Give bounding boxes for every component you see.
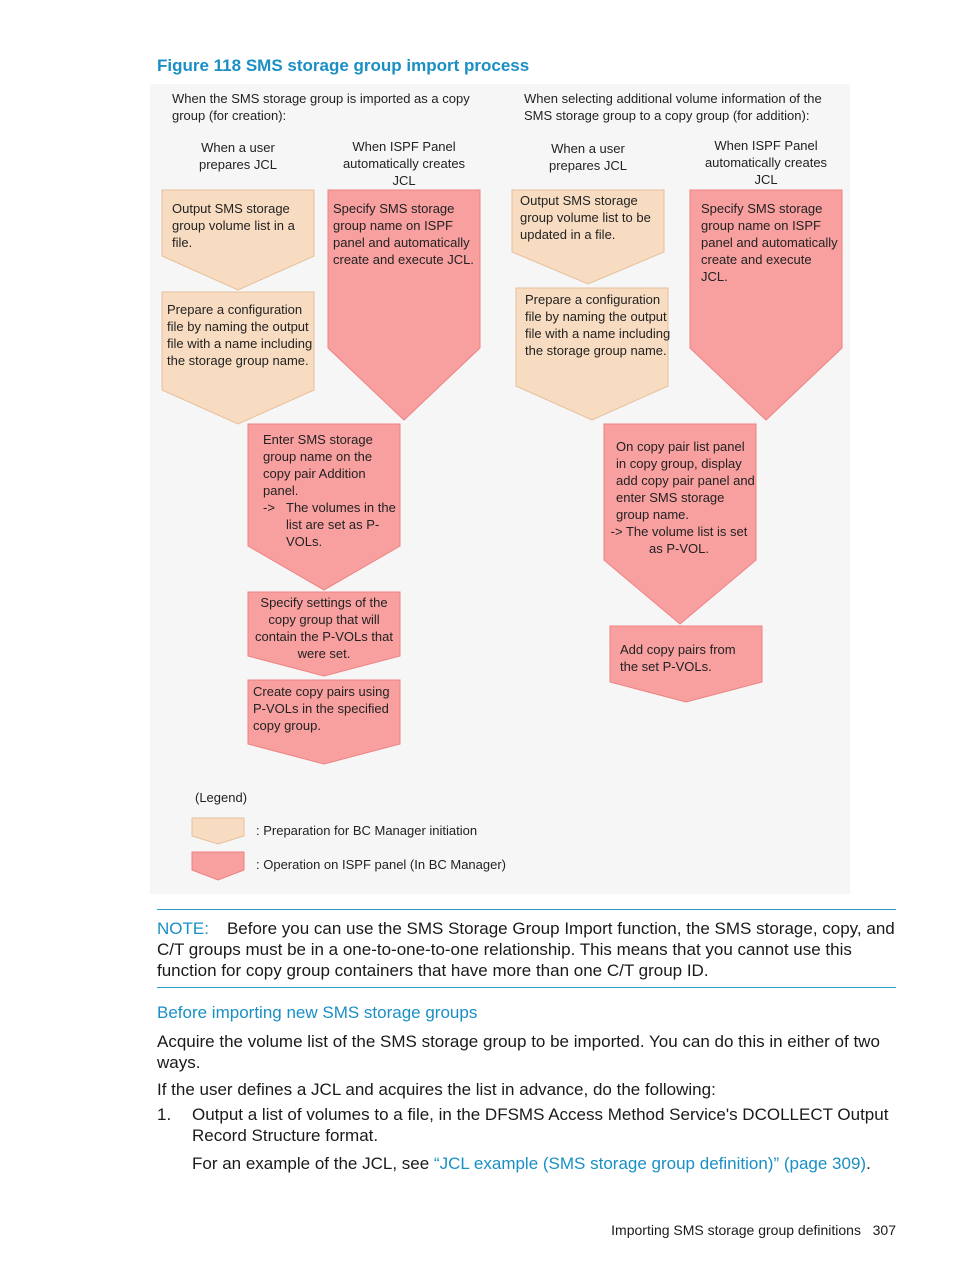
section-paragraph-2: If the user defines a JCL and acquires the list in advance, do the following:: [157, 1080, 716, 1099]
left-col-user-jcl: When a user prepares JCL: [198, 140, 278, 172]
figure-title: Figure 118 SMS storage group import process: [157, 56, 530, 75]
left-specify-text: Specify settings of the copy group that will contain the P-VOLs that were set.: [254, 595, 394, 661]
note-block: [157, 918, 899, 981]
note-text: Before you can use the SMS Storage Group Import function, the SMS storage, copy, and C/T groups must be in a one-to-one-to-one relationship. This means that you cannot use this function for copy group containers that have more than one C/T group ID.: [157, 919, 895, 980]
footer-text: Importing SMS storage group definitions: [611, 1222, 861, 1238]
page-number: 307: [872, 1222, 896, 1238]
left-create-text: Create copy pairs using P-VOLs in the specified copy group.: [253, 684, 390, 733]
legend-op-label: : Operation on ISPF panel (In BC Manager): [256, 857, 507, 872]
jcl-example-link[interactable]: “JCL example (SMS storage group definition)” (page 309): [433, 1154, 867, 1173]
right-oncopy-result: -> The volume list is set as P-VOL.: [610, 524, 748, 556]
section-paragraph-1: Acquire the volume list of the SMS storage group to be imported. You can do this in either of two ways.: [157, 1032, 880, 1072]
right-ispf-text: Specify SMS storage group name on ISPF panel and automatically create and execute JCL.: [701, 201, 838, 284]
legend-op-swatch: [192, 852, 244, 880]
step-1-text: Output a list of volumes to a file, in the DFSMS Access Method Service's DCOLLECT Output Record Structure format.: [192, 1105, 889, 1145]
step-1-sub-prefix: For an example of the JCL, see: [192, 1154, 430, 1173]
right-box2-text: Prepare a configuration file by naming the output file with a name including the storage group name.: [525, 292, 671, 358]
step-1-number: 1.: [157, 1105, 172, 1124]
page-footer: [611, 1222, 896, 1238]
left-enter-arrow: ->: [263, 500, 275, 515]
left-box2-text: Prepare a configuration file by naming the output file with a name including the storage group name.: [167, 302, 313, 368]
right-box1-text: Output SMS storage group volume list to be updated in a file.: [520, 193, 651, 242]
left-col-ispf: When ISPF Panel automatically creates JCL: [342, 139, 466, 188]
note-label: NOTE:: [157, 919, 209, 938]
step-1-subtext: [192, 1153, 896, 1174]
legend-prep-swatch: [192, 818, 244, 844]
right-col-user-jcl: When a user prepares JCL: [548, 141, 628, 173]
legend-prep-label: : Preparation for BC Manager initiation: [256, 823, 478, 838]
right-add-text: Add copy pairs from the set P-VOLs.: [620, 642, 736, 674]
right-col-ispf: When ISPF Panel automatically creates JCL: [704, 138, 828, 187]
section-heading: Before importing new SMS storage groups: [157, 1003, 478, 1022]
right-oncopy-text: On copy pair list panel in copy group, display add copy pair panel and enter SMS storage group name.: [616, 439, 755, 522]
right-header: When selecting additional volume information of the SMS storage group to a copy group (for addition):: [524, 91, 822, 123]
left-box1-text: Output SMS storage group volume list in a file.: [172, 201, 295, 250]
note-bottom-rule: [157, 987, 896, 988]
legend-title: (Legend): [195, 790, 248, 805]
step-1-sub-suffix: .: [866, 1154, 871, 1173]
left-header: When the SMS storage group is imported as a copy group (for creation):: [172, 91, 470, 123]
left-enter-text: Enter SMS storage group name on the copy pair Addition panel.: [263, 432, 373, 498]
note-top-rule: [157, 909, 896, 910]
sms-import-diagram: [150, 84, 850, 894]
left-enter-result: The volumes in the list are set as P-VOLs.: [286, 500, 396, 549]
left-ispf-text: Specify SMS storage group name on ISPF panel and automatically create and execute JCL.: [333, 201, 474, 267]
